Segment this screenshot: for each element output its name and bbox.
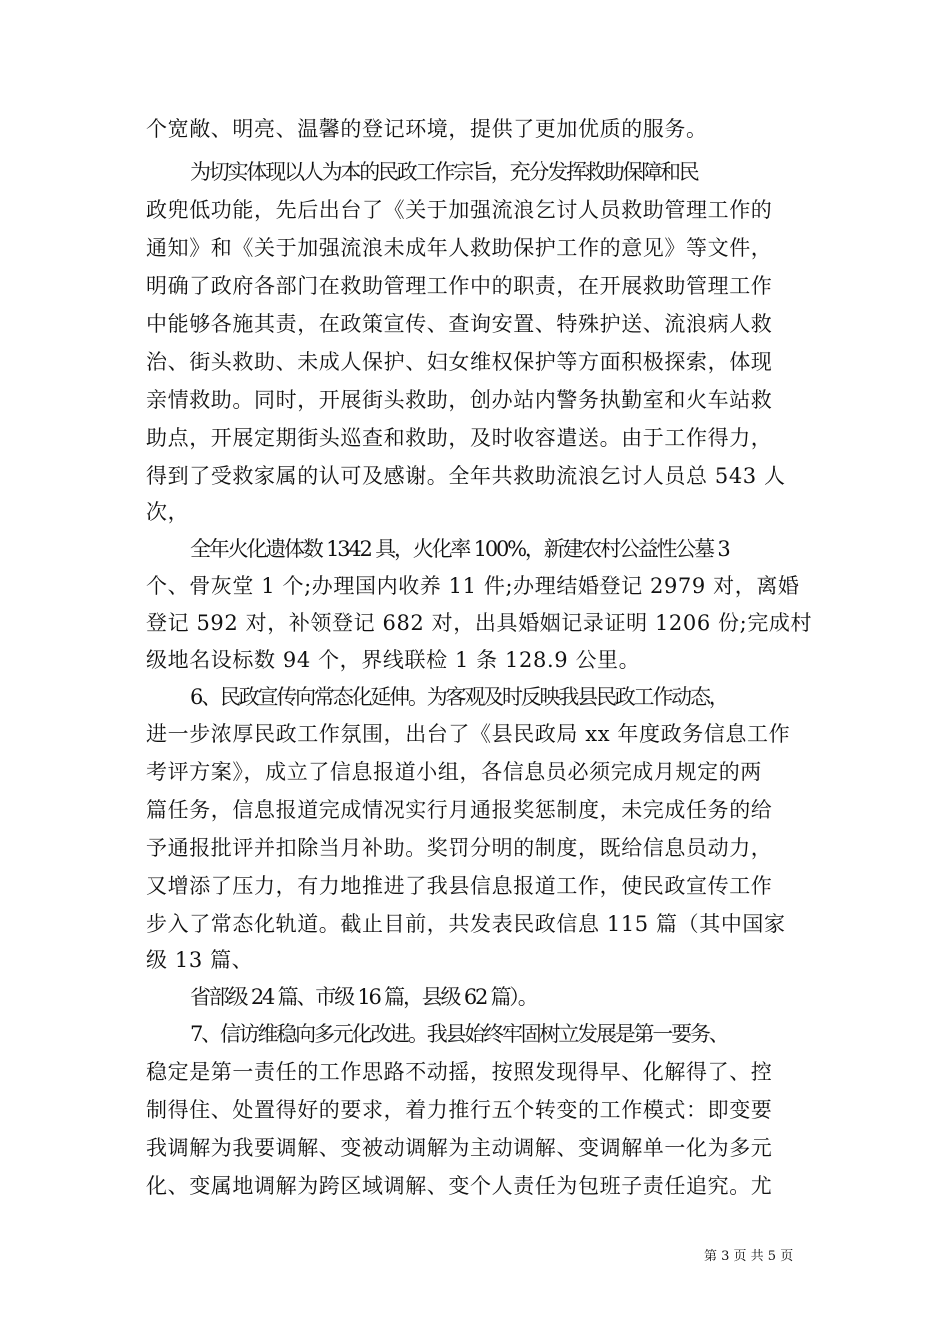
body-text-line: 通知》和《关于加强流浪未成年人救助保护工作的意见》等文件， bbox=[146, 236, 773, 260]
body-text-line: 6、民政宣传向常态化延伸。为客观及时反映我县民政工作动态， bbox=[190, 685, 728, 709]
body-text-line: 稳定是第一责任的工作思路不动摇，按照发现得早、化解得了、控 bbox=[146, 1060, 773, 1084]
body-text-line: 予通报批评并扣除当月补助。奖罚分明的制度，既给信息员动力， bbox=[146, 836, 773, 860]
body-text-line: 省部级 24 篇、市级 16 篇，县级 62 篇）。 bbox=[190, 985, 537, 1009]
body-text-line: 助点，开展定期街头巡查和救助，及时收容遣送。由于工作得力， bbox=[146, 426, 773, 450]
body-text-line: 考评方案》，成立了信息报道小组，各信息员必须完成月规定的两 bbox=[146, 760, 762, 784]
body-text-line: 次， bbox=[146, 500, 190, 524]
body-text-line: 得到了受救家属的认可及感谢。全年共救助流浪乞讨人员总 543 人 bbox=[146, 464, 786, 488]
body-text-line: 我调解为我要调解、变被动调解为主动调解、变调解单一化为多元 bbox=[146, 1136, 773, 1160]
body-text-line: 进一步浓厚民政工作氛围，出台了《县民政局 xx 年度政务信息工作 bbox=[146, 722, 791, 746]
body-text-line: 政兜低功能，先后出台了《关于加强流浪乞讨人员救助管理工作的 bbox=[146, 198, 773, 222]
body-text-line: 又增添了压力，有力地推进了我县信息报道工作，使民政宣传工作 bbox=[146, 874, 773, 898]
body-text-line: 级 13 篇、 bbox=[146, 948, 254, 972]
body-text-line: 个宽敞、明亮、温馨的登记环境，提供了更加优质的服务。 bbox=[146, 117, 708, 141]
body-text-line: 中能够各施其责，在政策宣传、查询安置、特殊护送、流浪病人救 bbox=[146, 312, 773, 336]
body-text-line: 治、街头救助、未成人保护、妇女维权保护等方面积极探索，体现 bbox=[146, 350, 773, 374]
body-text-line: 明确了政府各部门在救助管理工作中的职责，在开展救助管理工作 bbox=[146, 274, 773, 298]
body-text-line: 个、骨灰堂 1 个;办理国内收养 11 件;办理结婚登记 2979 对，离婚 bbox=[146, 574, 800, 598]
page-number: 第 3 页 共 5 页 bbox=[704, 1249, 794, 1264]
body-text-line: 亲情救助。同时，开展街头救助，创办站内警务执勤室和火车站救 bbox=[146, 388, 773, 412]
body-text-line: 步入了常态化轨道。截止目前，共发表民政信息 115 篇（其中国家 bbox=[146, 912, 786, 936]
body-text-line: 级地名设标数 94 个，界线联检 1 条 128.9 公里。 bbox=[146, 648, 641, 672]
body-text-line: 登记 592 对，补领登记 682 对，出具婚姻记录证明 1206 份;完成村 bbox=[146, 611, 813, 635]
body-text-line: 制得住、处置得好的要求，着力推行五个转变的工作模式：即变要 bbox=[146, 1098, 773, 1122]
body-text-line: 为切实体现以人为本的民政工作宗旨，充分发挥救助保障和民 bbox=[190, 160, 698, 184]
body-text-line: 篇任务，信息报道完成情况实行月通报奖惩制度，未完成任务的给 bbox=[146, 798, 773, 822]
body-text-line: 化、变属地调解为跨区域调解、变个人责任为包班子责任追究。尤 bbox=[146, 1174, 773, 1198]
body-text-line: 7、信访维稳向多元化改进。我县始终牢固树立发展是第一要务、 bbox=[190, 1022, 728, 1046]
body-text-line: 全年火化遗体数 1342 具，火化率 100%，新建农村公益性公墓 3 bbox=[190, 537, 729, 561]
